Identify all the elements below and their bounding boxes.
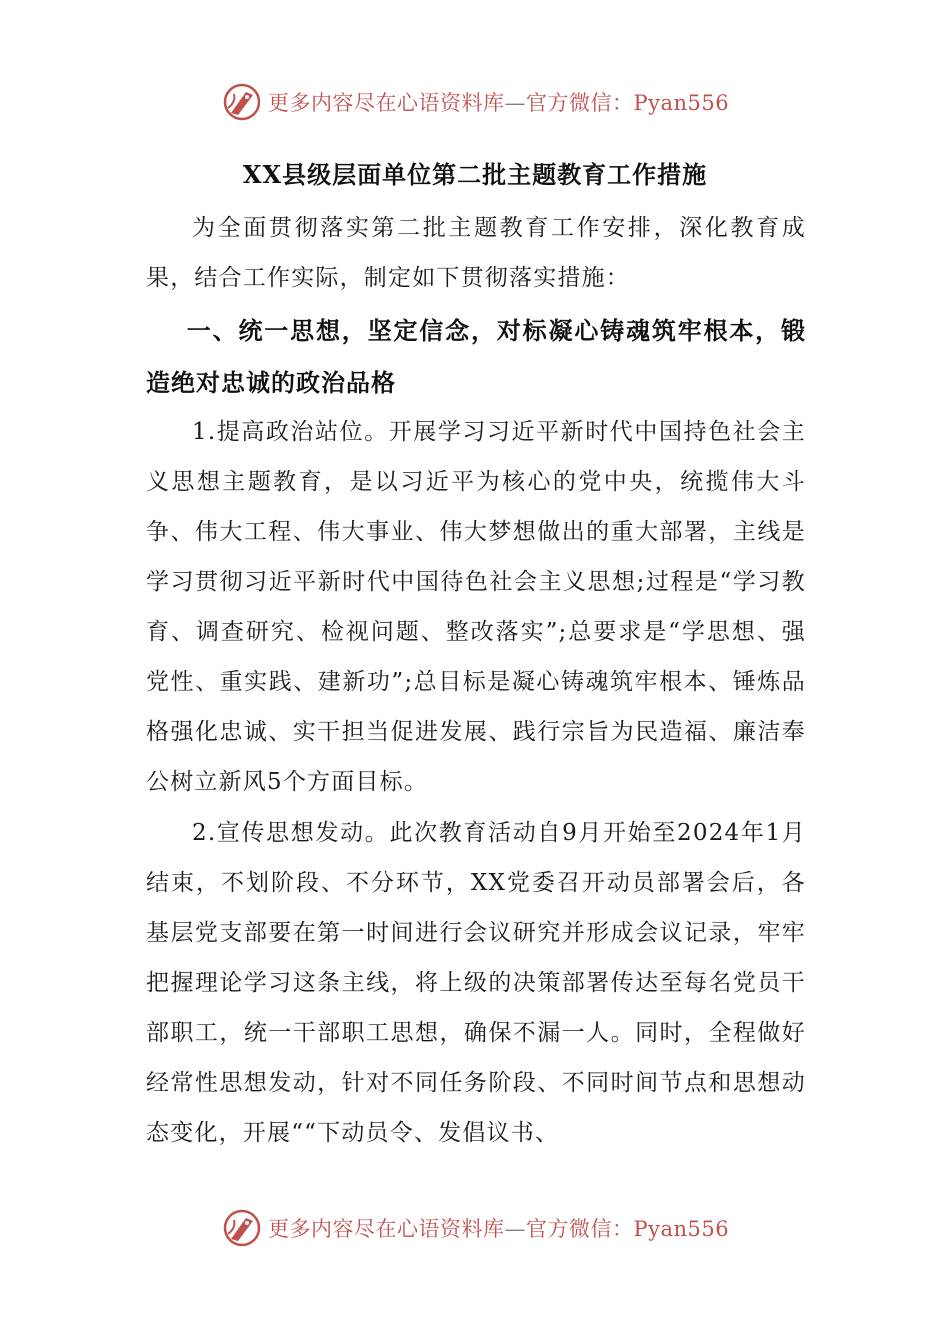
paragraph-item-1: 1.提高政治站位。开展学习习近平新时代中国持色社会主义思想主题教育，是以习近平为核心的党中央，统揽伟大斗争、伟大工程、伟大事业、伟大梦想做出的重大部署，主线是学习贯彻习近平新时代中国待色社会主义思想;过程是“学习教育、调查研究、检视问题、整改落实”;总要求是“学思想、强党性、重实践、建新功”;总目标是凝心铸魂筑牢根本、锤炼品格强化忠诚、实干担当促进发展、践行宗旨为民造福、廉洁奉公树立新风5个方面目标。 — [146, 419, 806, 795]
watermark-text: 更多内容尽在心语资料库—官方微信：Pyan556 — [268, 91, 730, 115]
watermark-banner-top — [222, 82, 729, 122]
pen-nib-logo-icon — [222, 1208, 262, 1248]
watermark-banner-bottom — [222, 1208, 729, 1248]
section-heading-1: 一、统一思想，坚定信念，对标凝心铸魂筑牢根本，锻造绝对忠诚的政治品格 — [146, 317, 806, 397]
intro-paragraph: 为全面贯彻落实第二批主题教育工作安排，深化教育成果，结合工作实际，制定如下贯彻落实措施： — [146, 215, 806, 291]
watermark-text: 更多内容尽在心语资料库—官方微信：Pyan556 — [268, 1217, 730, 1241]
pen-nib-logo-icon — [222, 82, 262, 122]
document-title: XX县级层面单位第二批主题教育工作措施 — [242, 160, 708, 189]
paragraph-item-2: 2.宣传思想发动。此次教育活动自9月开始至2024年1月结束，不划阶段、不分环节，XX党委召开动员部署会后，各基层党支部要在第一时间进行会议研究并形成会议记录，牢牢把握理论学习这条主线，将上级的决策部署传达至每名党员干部职工，统一干部职工思想，确保不漏一人。同时，全程做好经常性思想发动，针对不同任务阶段、不同时间节点和思想动态变化，开展““下动员令、发倡议书、 — [146, 820, 806, 1146]
